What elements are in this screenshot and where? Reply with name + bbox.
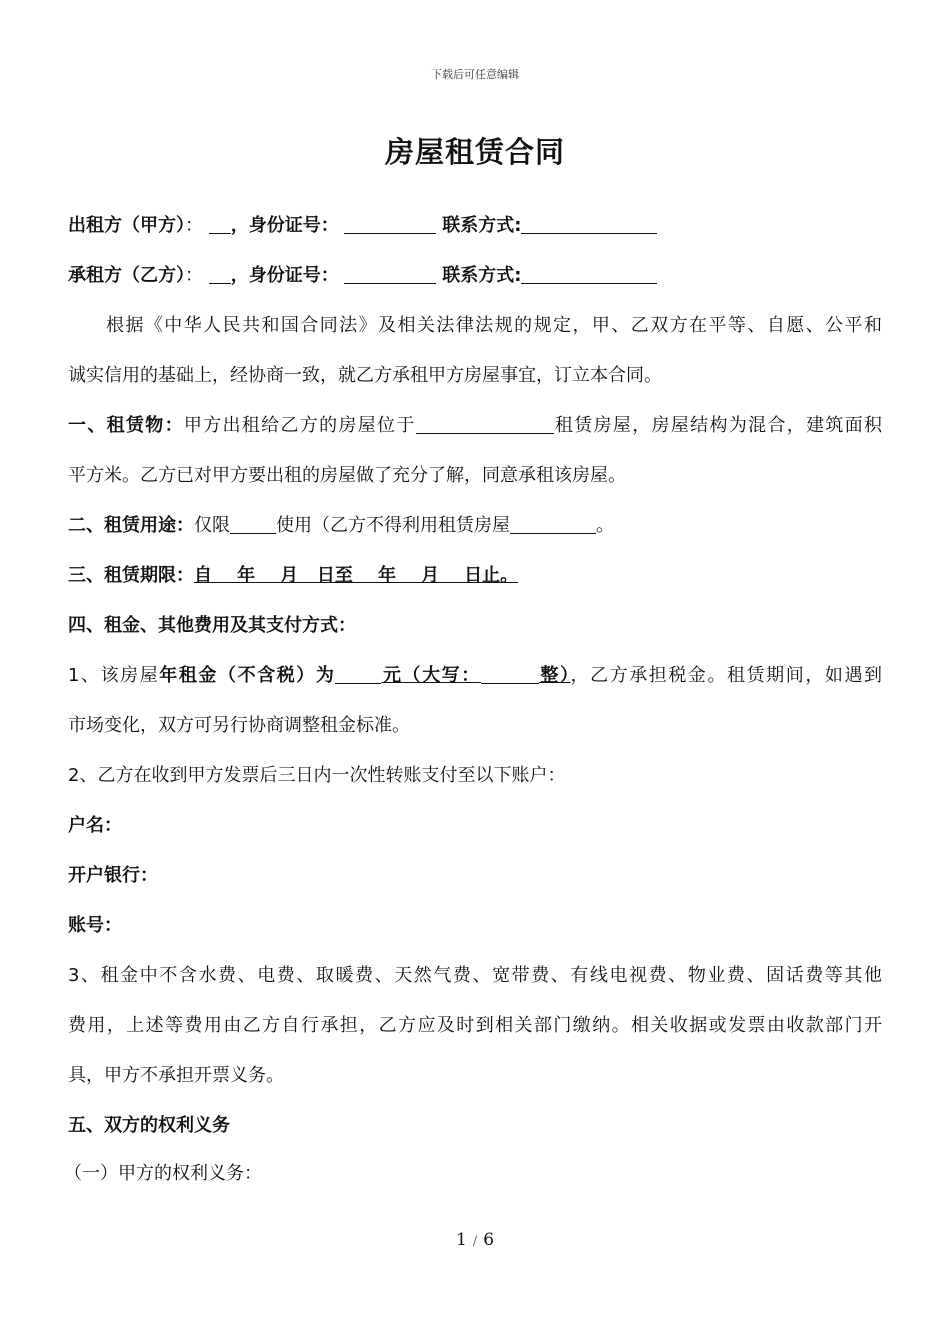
item1-text-e: ，乙方承担税金。租赁期间，如遇到: [570, 665, 883, 686]
lessor-label: 出租方（甲方）: [68, 215, 185, 236]
account-name-label: 户名：: [68, 815, 122, 836]
intro-line-1: 根据《中华人民共和国合同法》及相关法律法规的规定，甲、乙双方在平等、自愿、公平和: [106, 315, 882, 336]
section1-line-1: [68, 412, 882, 440]
section4-item3-line-2: 费用，上述等费用由乙方自行承担，乙方应及时到相关部门缴纳。相关收据或发票由收款部门开: [68, 1015, 882, 1036]
item1-text-c: 元（大写：: [381, 665, 481, 686]
lessee-contact-blank: [521, 263, 657, 284]
section2-text-b: 使用（乙方不得利用租赁房屋: [276, 515, 510, 536]
current-page: 1: [455, 1230, 467, 1250]
lessee-colon: ：: [185, 265, 203, 286]
section1-line-2: 平方米。乙方已对甲方要出租的房屋做了充分了解，同意承租该房屋。: [68, 465, 626, 486]
lessor-name-blank: [209, 213, 231, 234]
prohibited-use-blank: [510, 513, 596, 534]
intro-line-2: 诚实信用的基础上，经协商一致，就乙方承租甲方房屋事宜，订立本合同。: [68, 365, 662, 386]
bank-label: 开户银行：: [68, 865, 158, 886]
section1-heading: 一、租赁物：: [68, 415, 184, 436]
section4-item1-line-2: 市场变化，双方可另行协商调整租金标准。: [68, 715, 410, 736]
section3-heading: 三、租赁期限：: [68, 565, 194, 586]
section5-sub1: （一）甲方的权利义务：: [64, 1163, 262, 1184]
lessor-colon: ：: [185, 215, 203, 236]
lessor-contact-blank: [521, 213, 657, 234]
annual-rent-blank: [335, 663, 381, 684]
lessee-contact-label: 联系方式:: [442, 265, 522, 286]
usage-blank: [230, 513, 276, 534]
lessor-id-label: ，身份证号：: [230, 215, 339, 236]
header-note: 下载后可任意编辑: [431, 68, 519, 81]
lessee-id-blank: [344, 263, 436, 284]
item1-text-d: 整）: [538, 665, 571, 686]
lessee-label: 承租方（乙方）: [68, 265, 185, 286]
house-location-blank: [416, 413, 554, 434]
page-separator: /: [472, 1234, 478, 1249]
lessor-line: [68, 212, 882, 240]
section1-text-b: 租赁房屋，房屋结构为混合，建筑面积: [553, 415, 883, 436]
rent-in-words-blank: [481, 663, 539, 684]
section4-item2: 2、乙方在收到甲方发票后三日内一次性转账支付至以下账户：: [68, 765, 566, 786]
section2-text-a: 仅限: [194, 515, 230, 536]
section4-item3-line-1: 3、租金中不含水费、电费、取暖费、天然气费、宽带费、有线电视费、物业费、固话费等其他: [68, 965, 882, 986]
section4-item1-line-1: [68, 662, 882, 690]
lessor-id-blank: [344, 213, 436, 234]
lessee-line: [68, 262, 882, 290]
section3-line: [68, 562, 882, 590]
section2-text-c: 。: [596, 515, 614, 536]
document-title: 房屋租赁合同: [384, 135, 565, 169]
section2-heading: 二、租赁用途：: [68, 515, 194, 536]
lessee-name-blank: [209, 263, 231, 284]
item1-text-a: 1、该房屋: [68, 665, 160, 686]
section2-line: [68, 512, 882, 540]
lessee-id-label: ，身份证号：: [230, 265, 339, 286]
lessor-contact-label: 联系方式:: [442, 215, 522, 236]
section1-text-a: 甲方出租给乙方的房屋位于: [183, 415, 416, 436]
item1-text-b: 年租金（不含税）为: [159, 665, 336, 686]
section4-item3-line-3: 具，甲方不承担开票义务。: [68, 1065, 284, 1086]
total-pages: 6: [483, 1230, 495, 1250]
page-number: [0, 1230, 950, 1250]
lease-term: 自 年 月 日至 年 月 日止。: [194, 565, 519, 586]
section4-heading: 四、租金、其他费用及其支付方式：: [68, 615, 356, 636]
account-number-label: 账号：: [68, 915, 122, 936]
section5-heading: 五、双方的权利义务: [68, 1115, 230, 1136]
